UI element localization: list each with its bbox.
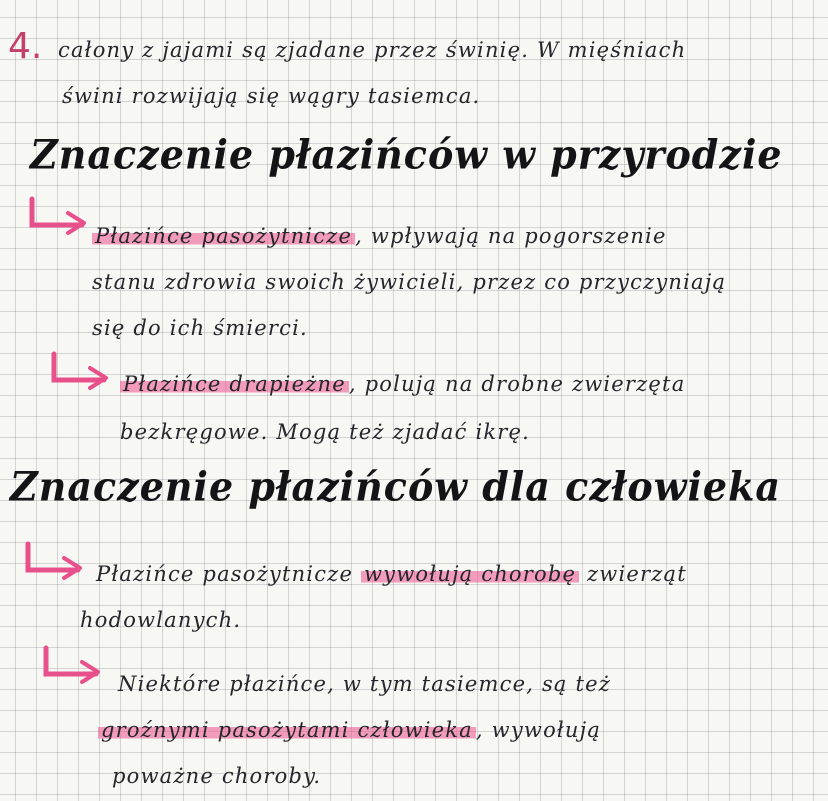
corner-arrow-icon bbox=[24, 195, 94, 235]
item-number: 4. bbox=[8, 26, 43, 67]
bullet-line bbox=[92, 224, 667, 248]
bullet-text: , wpływają na pogorszenie bbox=[355, 224, 667, 248]
bullet-line bbox=[96, 562, 687, 586]
corner-arrow-icon bbox=[46, 350, 116, 390]
bullet-text: , polują na drobne zwierzęta bbox=[348, 372, 686, 396]
bullet-text: Płazińce pasożytnicze bbox=[96, 562, 361, 586]
bullet-line-3: się do ich śmierci. bbox=[92, 316, 308, 340]
highlight-cause-disease: wywołują chorobę bbox=[361, 562, 579, 586]
bullet-line-2: hodowlanych. bbox=[80, 608, 242, 632]
bullet-text: zwierząt bbox=[579, 562, 687, 586]
highlight-parasitic-flatworms: Płazińce pasożytnicze bbox=[92, 224, 355, 248]
bullet-line-2: stanu zdrowia swoich żywicieli, przez co przyczyniają bbox=[92, 270, 727, 294]
bullet-line-3: poważne choroby. bbox=[112, 764, 322, 788]
bullet-line-2: bezkręgowe. Mogą też zjadać ikrę. bbox=[120, 420, 531, 444]
corner-arrow-icon bbox=[38, 644, 108, 684]
section-heading-nature: Znaczenie płazińców w przyrodzie bbox=[30, 130, 783, 179]
highlight-human-parasites: groźnymi pasożytami człowieka bbox=[98, 718, 476, 742]
bullet-text: , wywołują bbox=[475, 718, 602, 742]
corner-arrow-icon bbox=[20, 540, 90, 580]
bullet-line: Niektóre płazińce, w tym tasiemce, są też bbox=[118, 672, 612, 696]
highlight-predatory-flatworms: Płazińce drapieżne bbox=[120, 372, 349, 396]
bullet-line bbox=[120, 372, 685, 396]
section-heading-human: Znaczenie płazińców dla człowieka bbox=[10, 462, 782, 511]
item-line-1: całony z jajami są zjadane przez świnię. W mięśniach bbox=[58, 38, 687, 62]
item-line-2: świni rozwijają się wągry tasiemca. bbox=[62, 84, 481, 108]
bullet-line-2 bbox=[98, 718, 601, 742]
